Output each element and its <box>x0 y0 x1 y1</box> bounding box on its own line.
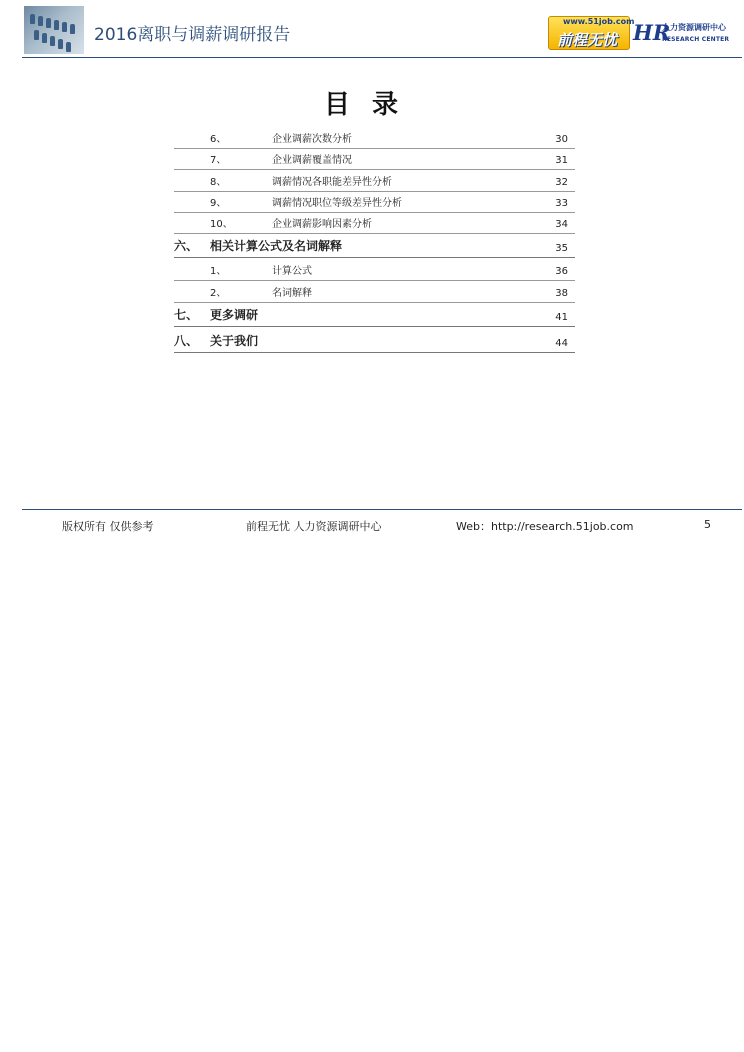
toc-section-page: 44 <box>555 338 568 349</box>
toc-entry-number: 7、 <box>210 155 227 166</box>
toc-section-title: 相关计算公式及名词解释 <box>210 239 343 253</box>
footer-rights: 版权所有 仅供参考 <box>62 520 154 533</box>
toc-entry-number: 2、 <box>210 288 227 299</box>
toc-entry-number: 10、 <box>210 219 233 230</box>
toc-section-title: 关于我们 <box>210 334 259 348</box>
toc-section[interactable] <box>174 306 575 327</box>
toc-entry[interactable] <box>174 282 575 303</box>
footer-web-link[interactable]: Web：http://research.51job.com <box>456 520 634 533</box>
toc-entry-page: 31 <box>555 155 568 166</box>
toc-entry-number: 8、 <box>210 177 227 188</box>
toc-entry-number: 1、 <box>210 266 227 277</box>
footer-center: 前程无忧 人力资源调研中心 <box>246 520 382 533</box>
toc-entry-title: 调薪情况各职能差异性分析 <box>272 177 392 188</box>
toc-entry-page: 32 <box>555 177 568 188</box>
toc-entry-title: 企业调薪影响因素分析 <box>272 219 372 230</box>
toc-section-number: 六、 <box>174 239 199 253</box>
toc-entry[interactable] <box>174 213 575 234</box>
logo-hr-cn: 人力资源调研中心 <box>662 23 726 32</box>
logo-hr-mark: HR <box>633 20 671 45</box>
toc-section-title: 更多调研 <box>210 308 259 322</box>
header-divider <box>22 57 742 58</box>
toc-entry[interactable] <box>174 149 575 170</box>
toc-entry-title: 企业调薪次数分析 <box>272 134 352 145</box>
toc-section-page: 35 <box>555 243 568 254</box>
toc-entry-title: 名词解释 <box>272 288 312 299</box>
toc-section[interactable] <box>174 332 575 353</box>
logo-51job <box>548 16 635 50</box>
toc-entry-number: 6、 <box>210 134 227 145</box>
logo-51job-name: 前程无忧 <box>557 31 618 49</box>
footer-divider <box>22 509 742 510</box>
document-title: 2016离职与调薪调研报告 <box>94 25 291 45</box>
toc-section-number: 八、 <box>174 334 199 348</box>
logo-51job-url: www.51job.com <box>563 17 635 26</box>
toc-entry[interactable] <box>174 192 575 213</box>
toc-entry[interactable] <box>174 171 575 192</box>
toc-section[interactable] <box>174 237 575 258</box>
toc-entry[interactable] <box>174 260 575 281</box>
toc-entry-title: 计算公式 <box>272 266 312 277</box>
toc-entry-page: 36 <box>555 266 568 277</box>
toc-entry-page: 34 <box>555 219 568 230</box>
toc-entry-number: 9、 <box>210 198 227 209</box>
toc-entry-title: 企业调薪覆盖情况 <box>272 155 352 166</box>
logo-hr-en: RESEARCH CENTER <box>662 36 730 43</box>
toc-entry[interactable] <box>174 128 575 149</box>
toc-section-number: 七、 <box>174 308 199 322</box>
page-number: 5 <box>704 518 711 531</box>
toc-entry-page: 33 <box>555 198 568 209</box>
toc-entry-title: 调薪情况职位等级差异性分析 <box>272 198 402 209</box>
toc-section-page: 41 <box>555 312 568 323</box>
header-photo <box>24 6 84 54</box>
toc-title: 目录 <box>323 90 420 120</box>
toc-entry-page: 38 <box>555 288 568 299</box>
toc-entry-page: 30 <box>555 134 568 145</box>
